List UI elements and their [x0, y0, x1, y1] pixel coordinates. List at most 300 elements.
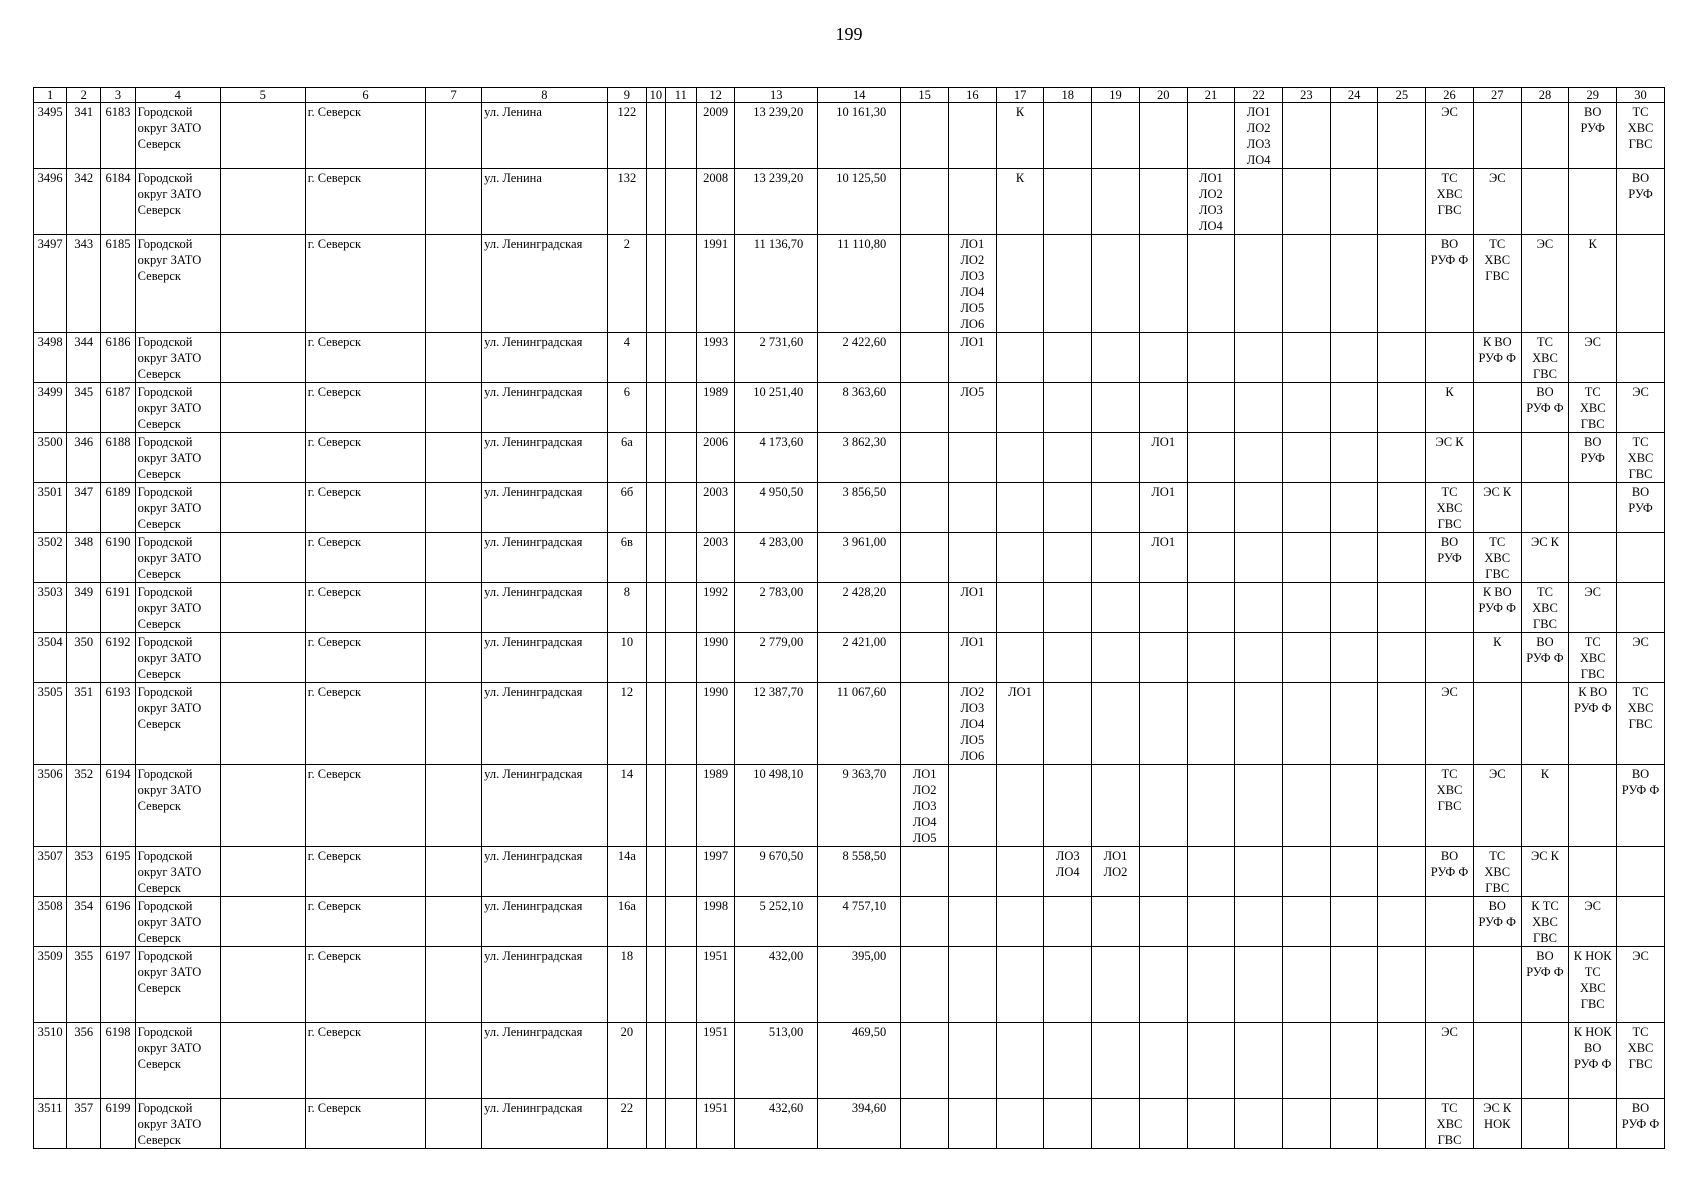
cell-col-25: [1378, 533, 1426, 583]
cell-text: г. Северск: [307, 171, 362, 185]
cell-col-18: [1044, 1023, 1092, 1099]
cell-col-6: [305, 103, 425, 169]
cell-col-4: [135, 947, 220, 1023]
cell-text: 6194: [105, 767, 131, 781]
cell-col-1: [34, 847, 67, 897]
cell-text: К: [1540, 767, 1550, 781]
cell-col-19: [1092, 1099, 1140, 1149]
cell-col-20: [1139, 383, 1187, 433]
cell-col-8: [482, 847, 608, 897]
cell-col-19: [1092, 947, 1140, 1023]
cell-col-21: [1187, 583, 1235, 633]
cell-col-19: [1092, 333, 1140, 383]
cell-col-1: [34, 1099, 67, 1149]
cell-text: 3497: [37, 237, 63, 251]
cell-col-22: [1235, 1099, 1283, 1149]
cell-text: 2006: [703, 435, 729, 449]
cell-col-14: [818, 333, 901, 383]
cell-text: 4 283,00: [759, 535, 804, 549]
cell-text: 132: [617, 171, 637, 185]
cell-col-16: [948, 169, 996, 235]
cell-col-9: [607, 683, 646, 765]
cell-col-22: [1235, 103, 1283, 169]
cell-col-21: [1187, 683, 1235, 765]
cell-col-20: [1139, 103, 1187, 169]
cell-col-30: [1617, 1023, 1665, 1099]
cell-col-15: [901, 169, 949, 235]
cell-col-29: [1569, 483, 1617, 533]
cell-text: 341: [74, 105, 94, 119]
cell-col-7: [426, 847, 482, 897]
column-header-24: 24: [1330, 88, 1378, 103]
cell-col-4: [135, 169, 220, 235]
cell-text: 6189: [105, 485, 131, 499]
cell-text: г. Северск: [307, 1025, 362, 1039]
cell-col-23: [1283, 1023, 1331, 1099]
cell-text: ВО РУФ: [1580, 105, 1605, 135]
cell-text: ЛО3 ЛО4: [1055, 849, 1080, 879]
cell-col-7: [426, 683, 482, 765]
cell-text: 18: [620, 949, 634, 963]
cell-col-14: [818, 583, 901, 633]
cell-col-27: [1473, 583, 1521, 633]
cell-col-10: [647, 433, 666, 483]
cell-col-9: [607, 103, 646, 169]
cell-text: 2 779,00: [759, 635, 804, 649]
cell-text: 350: [74, 635, 94, 649]
cell-text: Городской округ ЗАТО Северск: [137, 335, 202, 381]
cell-col-27: [1473, 847, 1521, 897]
cell-col-15: [901, 103, 949, 169]
cell-text: 4 173,60: [759, 435, 804, 449]
cell-col-24: [1330, 169, 1378, 235]
cell-text: 1951: [703, 1101, 729, 1115]
cell-text: 2003: [703, 535, 729, 549]
cell-text: ЛО2 ЛО3 ЛО4 ЛО5 ЛО6: [960, 685, 985, 763]
cell-col-16: [948, 1023, 996, 1099]
cell-col-4: [135, 533, 220, 583]
cell-col-3: [101, 433, 135, 483]
cell-text: ЛО1: [1151, 535, 1176, 549]
cell-col-11: [665, 235, 696, 333]
cell-text: ТС ХВС ГВС: [1436, 767, 1463, 813]
cell-col-2: [67, 235, 101, 333]
cell-col-24: [1330, 433, 1378, 483]
cell-col-16: [948, 433, 996, 483]
cell-text: 9 363,70: [842, 767, 887, 781]
cell-col-2: [67, 433, 101, 483]
cell-col-10: [647, 897, 666, 947]
cell-text: г. Северск: [307, 949, 362, 963]
cell-col-23: [1283, 897, 1331, 947]
cell-col-28: [1521, 333, 1569, 383]
table-row: [34, 897, 1665, 947]
cell-text: 20: [620, 1025, 634, 1039]
column-header-12: 12: [696, 88, 734, 103]
cell-col-13: [735, 433, 818, 483]
cell-col-1: [34, 383, 67, 433]
cell-col-21: [1187, 169, 1235, 235]
cell-col-10: [647, 533, 666, 583]
cell-col-10: [647, 169, 666, 235]
cell-col-10: [647, 765, 666, 847]
cell-col-26: [1426, 1099, 1474, 1149]
cell-text: ТС ХВС ГВС: [1627, 685, 1654, 731]
cell-col-3: [101, 897, 135, 947]
cell-col-5: [220, 1023, 305, 1099]
cell-text: ТС ХВС ГВС: [1579, 385, 1606, 431]
cell-col-28: [1521, 897, 1569, 947]
cell-text: 6187: [105, 385, 131, 399]
cell-col-26: [1426, 235, 1474, 333]
cell-col-12: [696, 103, 734, 169]
cell-col-12: [696, 383, 734, 433]
cell-text: Городской округ ЗАТО Северск: [137, 585, 202, 631]
table-row: [34, 1023, 1665, 1099]
cell-text: 6в: [620, 535, 633, 549]
cell-text: 10 161,30: [836, 105, 887, 119]
cell-text: Городской округ ЗАТО Северск: [137, 237, 202, 283]
cell-col-13: [735, 633, 818, 683]
cell-col-9: [607, 383, 646, 433]
cell-col-5: [220, 847, 305, 897]
cell-col-28: [1521, 633, 1569, 683]
cell-col-29: [1569, 683, 1617, 765]
cell-text: 6197: [105, 949, 131, 963]
cell-col-8: [482, 765, 608, 847]
cell-col-3: [101, 169, 135, 235]
cell-col-29: [1569, 333, 1617, 383]
cell-col-30: [1617, 103, 1665, 169]
cell-col-15: [901, 765, 949, 847]
cell-col-25: [1378, 583, 1426, 633]
cell-col-4: [135, 433, 220, 483]
cell-col-27: [1473, 765, 1521, 847]
cell-text: ЛО1: [960, 635, 985, 649]
column-header-17: 17: [996, 88, 1044, 103]
cell-col-24: [1330, 947, 1378, 1023]
cell-col-8: [482, 483, 608, 533]
cell-col-2: [67, 947, 101, 1023]
cell-text: 395,00: [851, 949, 887, 963]
cell-col-19: [1092, 1023, 1140, 1099]
cell-col-2: [67, 169, 101, 235]
cell-col-27: [1473, 103, 1521, 169]
cell-col-25: [1378, 765, 1426, 847]
column-header-20: 20: [1139, 88, 1187, 103]
cell-text: ЛО1: [960, 585, 985, 599]
cell-col-30: [1617, 533, 1665, 583]
cell-col-26: [1426, 383, 1474, 433]
cell-col-11: [665, 583, 696, 633]
cell-col-30: [1617, 947, 1665, 1023]
column-header-10: 10: [647, 88, 666, 103]
cell-col-17: [996, 433, 1044, 483]
cell-text: Городской округ ЗАТО Северск: [137, 535, 202, 581]
cell-col-24: [1330, 235, 1378, 333]
table-row: [34, 633, 1665, 683]
cell-col-16: [948, 847, 996, 897]
column-header-2: 2: [67, 88, 101, 103]
cell-col-26: [1426, 1023, 1474, 1099]
cell-text: ЛО5: [960, 385, 985, 399]
cell-text: 3 862,30: [842, 435, 887, 449]
cell-col-12: [696, 583, 734, 633]
cell-col-12: [696, 897, 734, 947]
cell-text: г. Северск: [307, 585, 362, 599]
cell-col-18: [1044, 433, 1092, 483]
cell-text: г. Северск: [307, 237, 362, 251]
cell-text: ул. Ленинградская: [484, 237, 583, 251]
cell-col-14: [818, 633, 901, 683]
cell-col-20: [1139, 897, 1187, 947]
cell-col-12: [696, 483, 734, 533]
cell-col-29: [1569, 765, 1617, 847]
cell-col-23: [1283, 765, 1331, 847]
cell-col-7: [426, 433, 482, 483]
cell-text: 13 239,20: [753, 105, 804, 119]
cell-col-7: [426, 383, 482, 433]
cell-text: ТС ХВС ГВС: [1627, 435, 1654, 481]
column-header-13: 13: [735, 88, 818, 103]
cell-col-3: [101, 483, 135, 533]
cell-text: 3508: [37, 899, 63, 913]
cell-col-13: [735, 583, 818, 633]
cell-col-19: [1092, 633, 1140, 683]
cell-text: 3509: [37, 949, 63, 963]
cell-text: 1998: [703, 899, 729, 913]
cell-text: ВО РУФ Ф: [1526, 949, 1564, 979]
cell-col-4: [135, 683, 220, 765]
cell-col-11: [665, 169, 696, 235]
cell-text: 394,60: [851, 1101, 887, 1115]
cell-col-22: [1235, 533, 1283, 583]
cell-col-11: [665, 383, 696, 433]
cell-col-14: [818, 897, 901, 947]
cell-col-19: [1092, 897, 1140, 947]
cell-col-23: [1283, 947, 1331, 1023]
cell-col-17: [996, 847, 1044, 897]
cell-text: ЭС: [1441, 685, 1458, 699]
cell-col-17: [996, 383, 1044, 433]
cell-col-19: [1092, 169, 1140, 235]
cell-col-2: [67, 103, 101, 169]
cell-text: 1990: [703, 635, 729, 649]
cell-col-24: [1330, 383, 1378, 433]
cell-col-15: [901, 1099, 949, 1149]
cell-text: г. Северск: [307, 385, 362, 399]
cell-col-22: [1235, 633, 1283, 683]
cell-text: 3495: [37, 105, 63, 119]
cell-col-23: [1283, 483, 1331, 533]
cell-text: ул. Ленинградская: [484, 585, 583, 599]
cell-text: 10: [620, 635, 634, 649]
cell-col-4: [135, 483, 220, 533]
cell-text: 8: [623, 585, 630, 599]
cell-text: ул. Ленина: [484, 171, 542, 185]
cell-text: 12 387,70: [753, 685, 804, 699]
cell-col-14: [818, 683, 901, 765]
cell-col-5: [220, 483, 305, 533]
cell-col-29: [1569, 847, 1617, 897]
cell-text: ВО РУФ Ф: [1526, 635, 1564, 665]
cell-col-12: [696, 765, 734, 847]
cell-col-21: [1187, 383, 1235, 433]
cell-col-18: [1044, 103, 1092, 169]
cell-col-16: [948, 683, 996, 765]
cell-text: ул. Ленинградская: [484, 385, 583, 399]
cell-col-18: [1044, 235, 1092, 333]
cell-col-9: [607, 947, 646, 1023]
cell-col-13: [735, 847, 818, 897]
cell-col-25: [1378, 383, 1426, 433]
cell-text: ЭС: [1632, 949, 1649, 963]
cell-text: 1991: [703, 237, 729, 251]
cell-col-22: [1235, 383, 1283, 433]
cell-col-22: [1235, 235, 1283, 333]
cell-text: Городской округ ЗАТО Северск: [137, 485, 202, 531]
cell-col-10: [647, 583, 666, 633]
cell-text: ЭС: [1441, 1025, 1458, 1039]
cell-col-6: [305, 533, 425, 583]
cell-col-29: [1569, 947, 1617, 1023]
cell-col-30: [1617, 383, 1665, 433]
cell-col-16: [948, 235, 996, 333]
cell-text: 345: [74, 385, 94, 399]
cell-col-9: [607, 1099, 646, 1149]
cell-col-18: [1044, 583, 1092, 633]
cell-col-23: [1283, 633, 1331, 683]
cell-col-18: [1044, 533, 1092, 583]
cell-col-12: [696, 169, 734, 235]
cell-col-19: [1092, 383, 1140, 433]
cell-text: 3 961,00: [842, 535, 887, 549]
cell-text: 6191: [105, 585, 131, 599]
cell-text: 469,50: [851, 1025, 887, 1039]
cell-text: 347: [74, 485, 94, 499]
cell-text: Городской округ ЗАТО Северск: [137, 1025, 202, 1071]
cell-col-27: [1473, 1023, 1521, 1099]
cell-text: 2 422,60: [842, 335, 887, 349]
cell-col-8: [482, 383, 608, 433]
cell-col-30: [1617, 483, 1665, 533]
cell-col-21: [1187, 333, 1235, 383]
cell-text: К: [1493, 635, 1502, 649]
cell-text: 4 757,10: [842, 899, 887, 913]
cell-col-26: [1426, 897, 1474, 947]
cell-col-2: [67, 1023, 101, 1099]
cell-text: Городской округ ЗАТО Северск: [137, 899, 202, 945]
cell-text: г. Северск: [307, 105, 362, 119]
cell-text: ул. Ленинградская: [484, 1101, 583, 1115]
cell-col-4: [135, 847, 220, 897]
cell-col-12: [696, 1099, 734, 1149]
cell-text: ул. Ленинградская: [484, 635, 583, 649]
cell-col-24: [1330, 533, 1378, 583]
cell-text: 1989: [703, 385, 729, 399]
cell-col-17: [996, 235, 1044, 333]
cell-col-28: [1521, 683, 1569, 765]
cell-col-11: [665, 433, 696, 483]
cell-text: 14: [620, 767, 634, 781]
cell-text: ЭС: [1632, 385, 1649, 399]
cell-col-4: [135, 897, 220, 947]
cell-col-5: [220, 333, 305, 383]
cell-col-12: [696, 433, 734, 483]
cell-col-3: [101, 683, 135, 765]
cell-col-7: [426, 533, 482, 583]
cell-col-22: [1235, 765, 1283, 847]
cell-col-9: [607, 633, 646, 683]
cell-col-9: [607, 333, 646, 383]
cell-col-8: [482, 235, 608, 333]
cell-col-2: [67, 583, 101, 633]
column-header-15: 15: [901, 88, 949, 103]
cell-col-21: [1187, 433, 1235, 483]
cell-col-28: [1521, 433, 1569, 483]
cell-text: 355: [74, 949, 94, 963]
cell-col-18: [1044, 1099, 1092, 1149]
cell-col-11: [665, 897, 696, 947]
cell-col-2: [67, 1099, 101, 1149]
cell-col-19: [1092, 765, 1140, 847]
cell-col-2: [67, 483, 101, 533]
cell-col-29: [1569, 583, 1617, 633]
cell-col-29: [1569, 383, 1617, 433]
cell-col-22: [1235, 847, 1283, 897]
cell-col-13: [735, 1023, 818, 1099]
cell-col-15: [901, 433, 949, 483]
cell-col-5: [220, 235, 305, 333]
cell-col-11: [665, 683, 696, 765]
cell-col-25: [1378, 633, 1426, 683]
cell-col-15: [901, 483, 949, 533]
cell-text: 6192: [105, 635, 131, 649]
cell-col-11: [665, 533, 696, 583]
cell-col-12: [696, 633, 734, 683]
cell-col-20: [1139, 169, 1187, 235]
cell-col-13: [735, 333, 818, 383]
cell-text: 2003: [703, 485, 729, 499]
column-header-9: 9: [607, 88, 646, 103]
cell-col-1: [34, 235, 67, 333]
cell-col-3: [101, 847, 135, 897]
cell-col-13: [735, 947, 818, 1023]
cell-col-13: [735, 765, 818, 847]
cell-text: ул. Ленинградская: [484, 335, 583, 349]
cell-text: 1951: [703, 1025, 729, 1039]
cell-col-5: [220, 533, 305, 583]
cell-col-20: [1139, 533, 1187, 583]
cell-col-26: [1426, 765, 1474, 847]
cell-col-8: [482, 583, 608, 633]
cell-col-9: [607, 583, 646, 633]
cell-col-6: [305, 483, 425, 533]
cell-col-4: [135, 333, 220, 383]
cell-text: Городской округ ЗАТО Северск: [137, 849, 202, 895]
cell-col-22: [1235, 583, 1283, 633]
cell-col-13: [735, 169, 818, 235]
cell-text: 11 110,80: [837, 237, 887, 251]
cell-col-5: [220, 103, 305, 169]
cell-text: 13 239,20: [753, 171, 804, 185]
cell-col-8: [482, 533, 608, 583]
cell-text: г. Северск: [307, 535, 362, 549]
cell-col-20: [1139, 583, 1187, 633]
cell-col-25: [1378, 169, 1426, 235]
cell-col-18: [1044, 947, 1092, 1023]
cell-col-30: [1617, 1099, 1665, 1149]
